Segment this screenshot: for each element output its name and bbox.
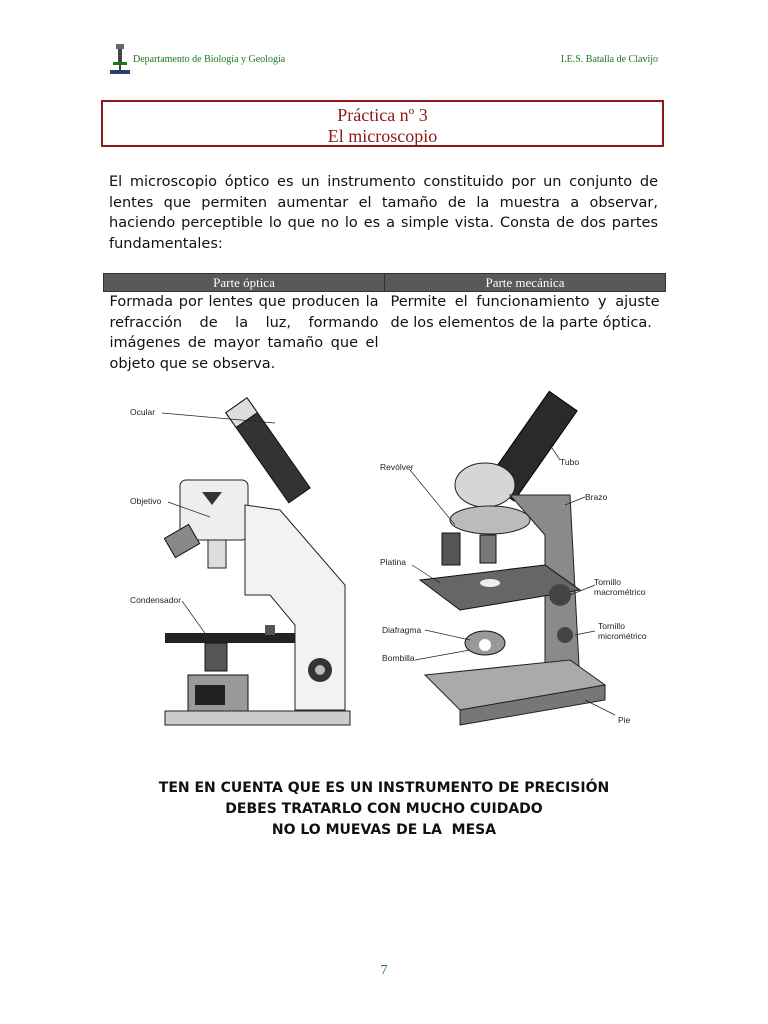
practice-title: El microscopio	[327, 126, 438, 146]
title-box	[101, 100, 664, 147]
microscope-diagram-1	[120, 385, 360, 730]
label-tornillo-macro-1: Tornillo	[594, 577, 621, 587]
label-bombilla: Bombilla	[382, 653, 415, 663]
parts-table	[103, 273, 666, 374]
label-ocular: Ocular	[130, 407, 156, 417]
label-platina: Platina	[380, 557, 406, 567]
optical-description: Formada por lentes que producen la refracción de la luz, formando imágenes de mayor tamaño que el objeto que se observa.	[109, 294, 379, 372]
label-tornillo-micro-2: micrométrico	[598, 631, 647, 641]
mechanical-description: Permite el funcionamiento y ajuste de los elementos de la parte óptica.	[390, 294, 660, 331]
header-mechanical: Parte mecánica	[385, 274, 666, 292]
label-pie: Pie	[618, 715, 631, 725]
label-revolver: Revólver	[380, 462, 414, 472]
warning-line-3: NO LO MUEVAS DE LA MESA	[271, 822, 497, 838]
microscope-diagram-2	[370, 385, 660, 740]
warning-line-1: TEN EN CUENTA QUE ES UN INSTRUMENTO DE PRECISIÓN	[158, 780, 610, 796]
label-tubo: Tubo	[560, 457, 580, 467]
label-diafragma: Diafragma	[382, 625, 422, 635]
header-school: I.E.S. Batalla de Clavijo	[560, 54, 658, 65]
label-tornillo-macro-2: macrométrico	[594, 587, 646, 597]
label-brazo: Brazo	[585, 492, 608, 502]
label-objetivo: Objetivo	[130, 496, 162, 506]
header-department: Departamento de Biología y Geología	[133, 54, 286, 65]
warning-line-2: DEBES TRATARLO CON MUCHO CUIDADO	[225, 801, 543, 817]
practice-number: Práctica nº 3	[337, 105, 428, 125]
label-condensador: Condensador	[130, 595, 182, 605]
page-number: 7	[380, 963, 388, 978]
microscope-logo-icon	[108, 42, 132, 76]
warning-block	[0, 778, 768, 841]
header-optical: Parte óptica	[104, 274, 385, 292]
intro-paragraph: El microscopio óptico es un instrumento constituido por un conjunto de lentes que permiten aumentar el tamaño de la muestra a observar, haciendo perceptible lo que no lo es a simple vista. Consta de dos partes fundamentales:	[109, 174, 658, 252]
label-tornillo-micro-1: Tornillo	[598, 621, 625, 631]
